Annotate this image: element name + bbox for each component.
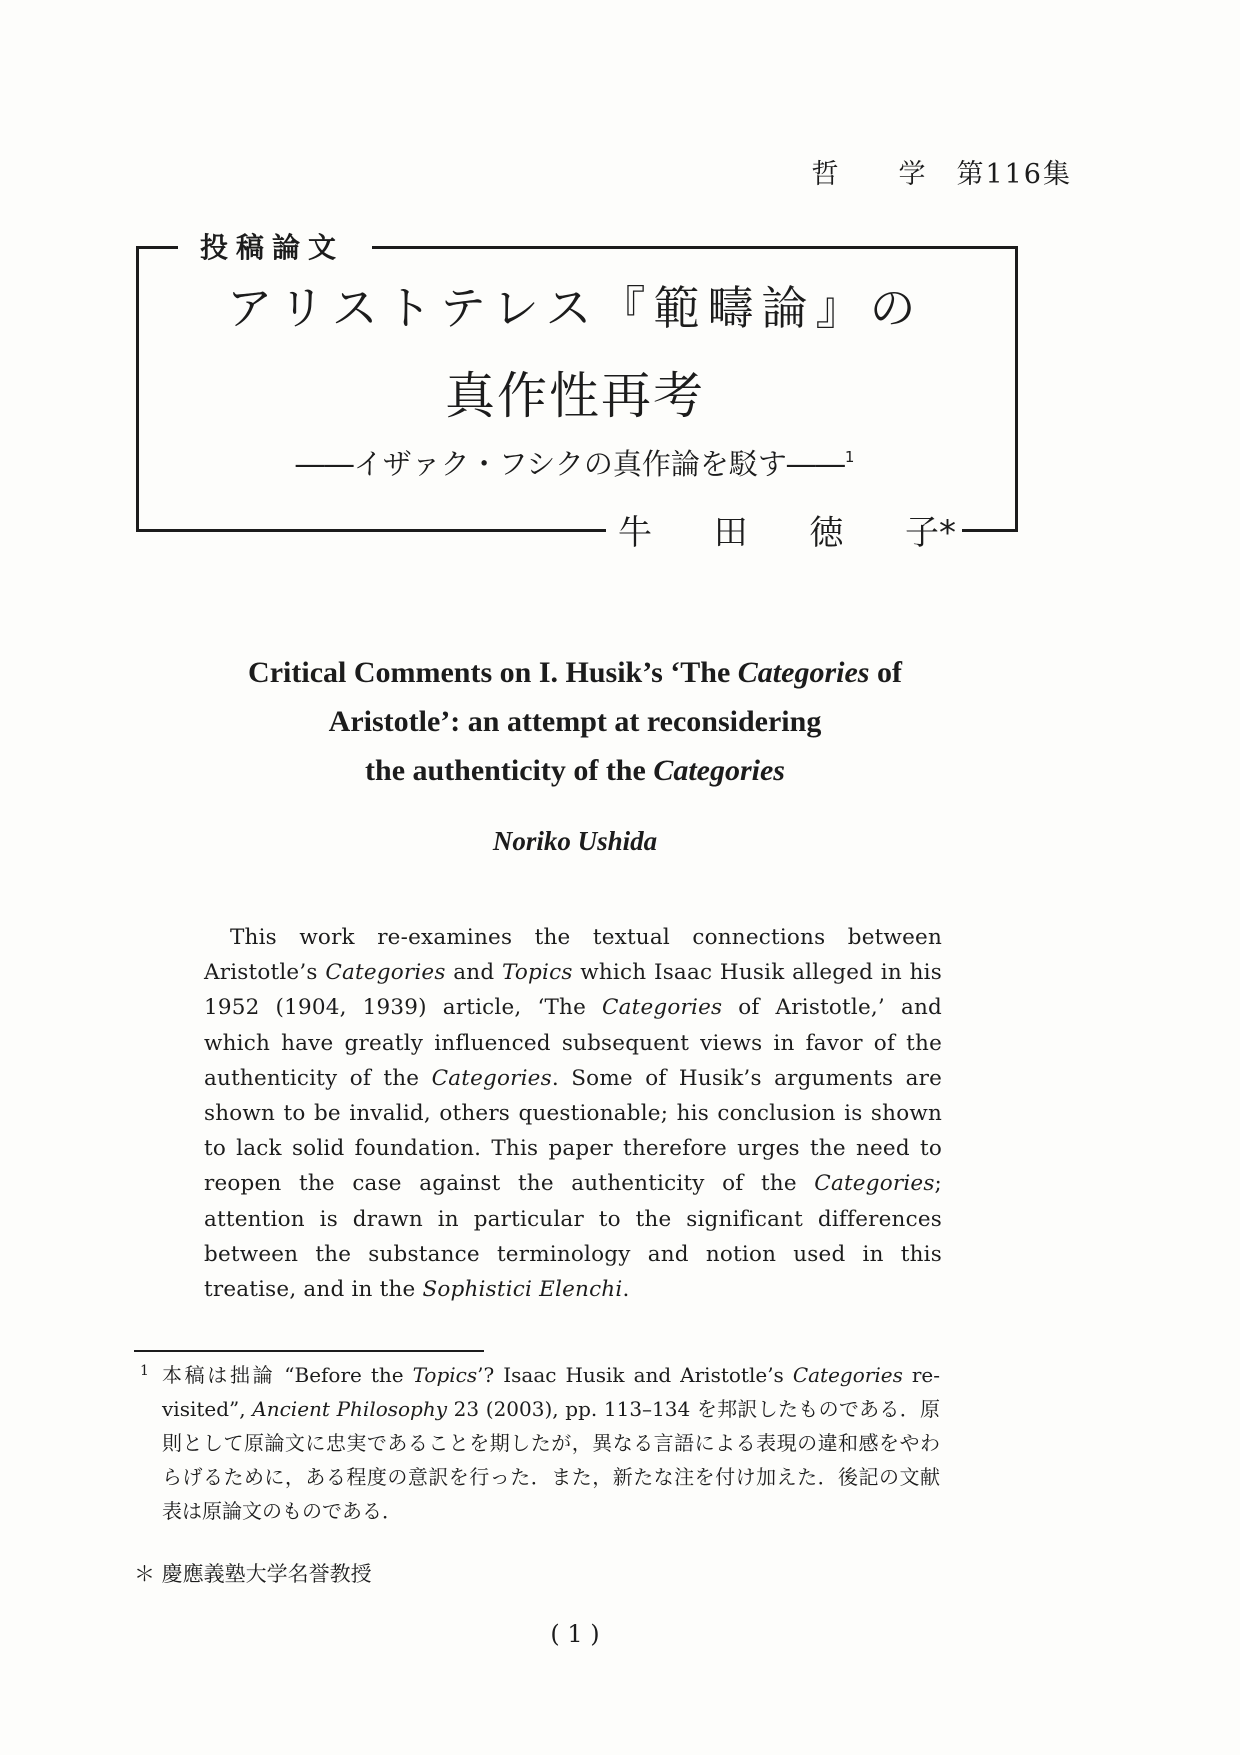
author-char: 田 [713,513,748,553]
footnote-italic: Topics [412,1363,478,1387]
abstract-text: This work re-examines the textual connections between Aristotle’s [204,925,942,986]
footnote-italic: Ancient Philosophy [252,1397,448,1421]
abstract-text: ; attention is drawn in particular to the significant differences between the substance terminology and notion used in this treatise, and in the [204,1171,942,1303]
abstract-italic: Categories [602,995,723,1021]
abstract-italic: Topics [502,960,573,986]
journal-header: 哲 学 第116集 [811,159,1072,190]
abstract-italic: Categories [814,1171,935,1197]
footnote-mark: 1 [140,1363,149,1379]
subtitle-footnote-mark: 1 [844,448,855,466]
title-en-text: of [869,656,902,689]
category-label: 投稿論文 [196,226,348,266]
abstract-text: . Some of Husik’s arguments are shown to be invalid, others questionable; his conclusion is shown to lack solid foundation. This paper therefore urges the need to reopen the case against the authenticity of the [204,1065,943,1197]
abstract-text: which Isaac Husik alleged in his 1952 (1904, 1939) article, ‘The [204,960,942,1021]
abstract-text: . [622,1277,630,1303]
footnote-italic: Categories [792,1363,903,1387]
abstract [204,920,942,1307]
footnote-text: 23 (2003), pp. 113–134 を邦訳したものである．原則として原論文に忠実であることを期したが，異なる言語による表現の違和感をやわらげるために，ある程度の意訳を行った．また，新たな注を付け加えた．後記の文献表は原論文のものである． [162,1397,940,1523]
abstract-italic: Sophistici Elenchi [422,1277,623,1303]
title-en-italic: Categories [653,754,785,787]
author-char: 子* [904,513,956,553]
author-en: Noriko Ushida [492,826,658,856]
title-en-italic: Categories [737,656,870,689]
footnote-text: re-visited”, [162,1363,940,1421]
footnote-text: ’? Isaac Husik and Aristotle’s [477,1363,793,1387]
footnote-text: 本稿は拙論 “Before the [162,1363,413,1387]
title-en-text: the authenticity of the [365,754,654,787]
footnote [140,1358,940,1528]
author-affiliation: ＊ 慶應義塾大学名誉教授 [134,1562,372,1586]
footnote-rule [134,1350,484,1352]
author-char: 牛 [618,513,652,553]
subtitle-text: ――イザァク・フシクの真作論を駁す―― [295,447,845,481]
title-ja-line2: 真作性再考 [445,367,705,425]
author-ja [612,505,962,554]
frame-rule [958,529,1018,532]
abstract-text: of Aristotle,’ and which have greatly influenced subsequent views in favor of the authenticity of the [204,995,942,1091]
title-en-text: Aristotle’: an attempt at reconsidering [328,705,822,738]
abstract-italic: Categories [325,960,446,986]
abstract-italic: Categories [431,1065,552,1091]
abstract-text: and [445,960,503,986]
title-ja-line1: アリストテレス『範疇論』の [226,281,924,335]
frame-rule [136,246,178,249]
author-char: 徳 [809,513,844,553]
frame-rule [372,246,1018,249]
frame-rule [136,529,606,532]
footnote-body [140,1358,940,1528]
subtitle-ja [0,442,1150,483]
page-number: ( 1 ) [550,1620,600,1648]
title-en [140,648,1010,795]
title-en-text: Critical Comments on I. Husik’s ‘The [248,656,738,689]
